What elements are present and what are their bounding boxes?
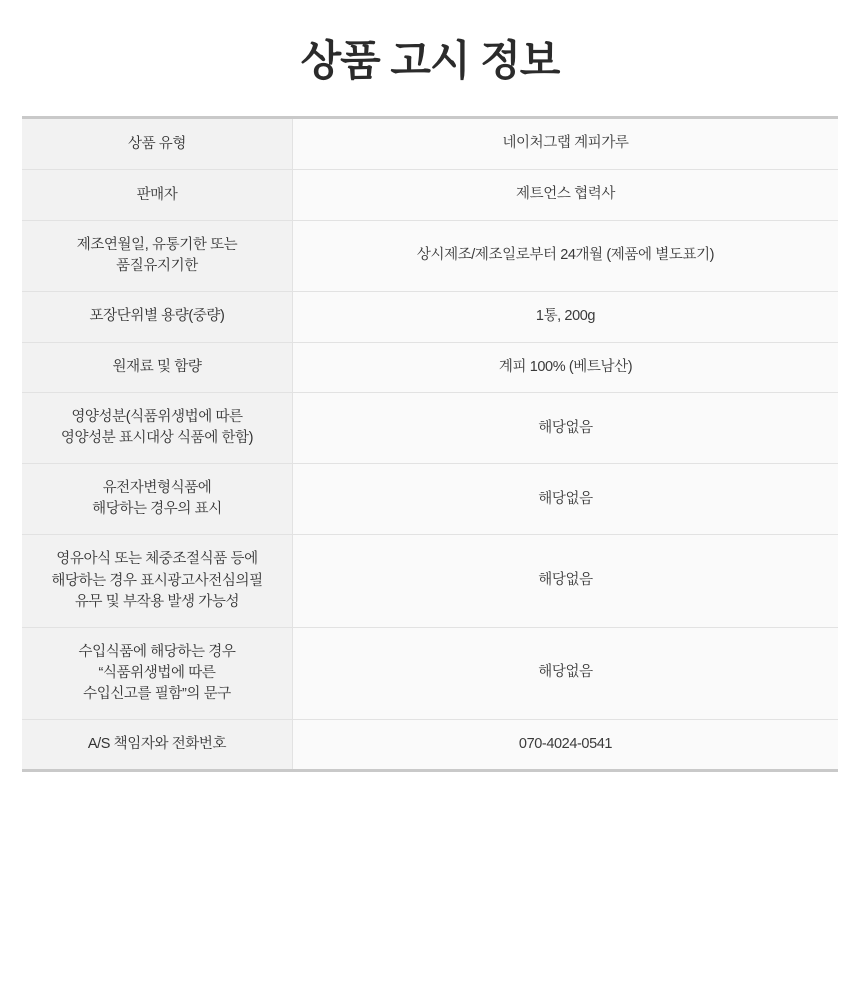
label-lines <box>32 478 282 520</box>
label-lines <box>32 235 282 277</box>
table-row-value: 상시제조/제조일로부터 24개월 (제품에 별도표기) <box>293 220 839 291</box>
table-row-label <box>22 342 293 393</box>
table-row <box>22 170 838 221</box>
label-lines <box>32 185 282 206</box>
product-info-table-body <box>22 119 838 769</box>
table-row-label <box>22 291 293 342</box>
table-row <box>22 535 838 627</box>
label-lines <box>32 306 282 327</box>
table-row <box>22 627 838 719</box>
label-line: 해당하는 경우 표시광고사전심의필 <box>51 572 263 589</box>
table-row <box>22 220 838 291</box>
label-line: 영유아식 또는 체중조절식품 등에 <box>56 551 258 568</box>
table-row <box>22 119 838 169</box>
label-lines <box>32 134 282 155</box>
label-line: 영양성분 표시대상 식품에 한함) <box>60 430 254 447</box>
label-line: 유무 및 부작용 발생 가능성 <box>74 593 240 610</box>
label-line: 포장단위별 용량(중량) <box>89 308 225 325</box>
product-info-table <box>22 119 838 769</box>
table-row <box>22 342 838 393</box>
table-row-label <box>22 170 293 221</box>
table-row-label <box>22 719 293 769</box>
table-row-label <box>22 627 293 719</box>
label-lines <box>32 642 282 705</box>
table-row-value: 해당없음 <box>293 393 839 464</box>
table-row-value: 1통, 200g <box>293 291 839 342</box>
table-row-label <box>22 393 293 464</box>
label-lines <box>32 407 282 449</box>
label-line: 제조연월일, 유통기한 또는 <box>76 236 238 253</box>
label-line: A/S 책임자와 전화번호 <box>87 735 227 752</box>
table-row-label <box>22 535 293 627</box>
table-row-label <box>22 119 293 169</box>
table-row <box>22 393 838 464</box>
label-line: 영양성분(식품위생법에 따른 <box>71 409 243 426</box>
label-line: 판매자 <box>136 186 178 203</box>
label-line: 수입신고를 필함”의 문구 <box>83 685 231 702</box>
label-lines <box>32 734 282 755</box>
label-lines <box>32 357 282 378</box>
table-row-value: 제트언스 협력사 <box>293 170 839 221</box>
table-row-value: 계피 100% (베트남산) <box>293 342 839 393</box>
label-line: 원재료 및 함량 <box>112 359 202 376</box>
label-line: 품질유지기한 <box>116 257 198 274</box>
table-row-value: 070-4024-0541 <box>293 719 839 769</box>
table-row-value: 네이처그랩 계피가루 <box>293 119 839 169</box>
product-info-table-wrapper <box>22 116 838 772</box>
page-title: 상품 고시 정보 <box>300 37 560 84</box>
table-row <box>22 464 838 535</box>
table-row-label <box>22 220 293 291</box>
table-row <box>22 719 838 769</box>
label-line: 상품 유형 <box>127 135 187 152</box>
table-row-label <box>22 464 293 535</box>
label-lines <box>32 549 282 612</box>
label-line: 해당하는 경우의 표시 <box>92 501 222 518</box>
table-row-value: 해당없음 <box>293 627 839 719</box>
label-line: 유전자변형식품에 <box>102 480 212 497</box>
table-row-value: 해당없음 <box>293 464 839 535</box>
table-row-value: 해당없음 <box>293 535 839 627</box>
table-row <box>22 291 838 342</box>
label-line: “식품위생법에 따른 <box>98 664 216 681</box>
label-line: 수입식품에 해당하는 경우 <box>78 643 236 660</box>
